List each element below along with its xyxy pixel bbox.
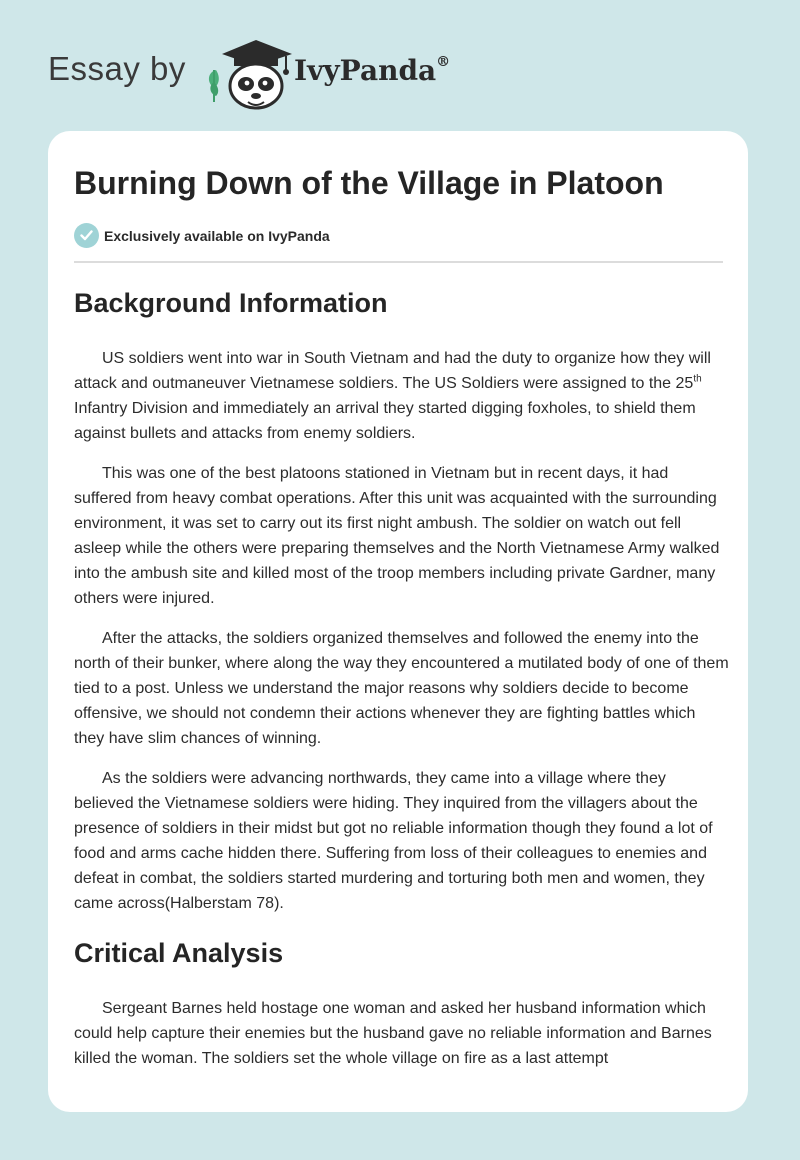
paragraph: This was one of the best platoons stationed in Vietnam but in recent days, it had suffered from heavy combat operations. After this unit was acquainted with the surrounding environment, it was set to carry out its first night ambush. The soldier on watch out fell asleep while the others were preparing themselves and the North Vietnamese Army walked into the ambush site and killed most of the troop members including private Gardner, many others were injured.: [74, 465, 720, 607]
essay-content: [74, 281, 729, 1086]
site-header: [0, 0, 800, 130]
brand-name-text: IvyPanda: [294, 54, 437, 87]
panda-graduate-icon[interactable]: [200, 36, 296, 110]
paragraph: As the soldiers were advancing northwards, they came into a village where they believed the Vietnamese soldiers were hiding. They inquired from the villagers about the presence of soldiers in their midst but got no reliable information though they found a lot of food and arms cache hidden there. Suffering from loss of their colleagues to enemies and defeat in combat, the soldiers started murdering and torturing both men and women, they came across(Halberstam 78).: [74, 770, 713, 912]
paragraph-text: US soldiers went into war in South Vietnam and had the duty to organize how they will attack and outmaneuver Vietnamese soldiers. The US Soldiers were assigned to the 25: [74, 350, 711, 392]
brand-name[interactable]: [294, 54, 450, 87]
divider: [74, 261, 723, 263]
section-heading: Background Information: [74, 288, 388, 318]
page-title: Burning Down of the Village in Platoon: [74, 165, 664, 201]
check-icon: [74, 223, 99, 248]
ordinal-suffix: th: [693, 373, 702, 385]
paragraph: Sergeant Barnes held hostage one woman and asked her husband information which could help capture their enemies but the husband gave no reliable information and Barnes killed the woman. The soldiers set the whole village on fire as a last attempt: [74, 1000, 712, 1067]
paragraph: [74, 346, 729, 446]
exclusive-badge: [74, 223, 330, 248]
paragraph-text: Infantry Division and immediately an arrival they started digging foxholes, to shield them against bullets and attacks from enemy soldiers.: [74, 400, 696, 442]
brand-prefix: Essay by: [48, 50, 186, 87]
badge-text: Exclusively available on IvyPanda: [104, 227, 330, 244]
section-heading: Critical Analysis: [74, 938, 284, 968]
registered-mark: ®: [436, 53, 451, 70]
paragraph: After the attacks, the soldiers organized themselves and followed the enemy into the north of their bunker, where along the way they encountered a mutilated body of one of them tied to a post. Unless we understand the major reasons why soldiers decide to become offensive, we should not condemn their actions whenever they are fighting battles which they have slim chances of winning.: [74, 630, 729, 747]
essay-card: [48, 131, 748, 1112]
